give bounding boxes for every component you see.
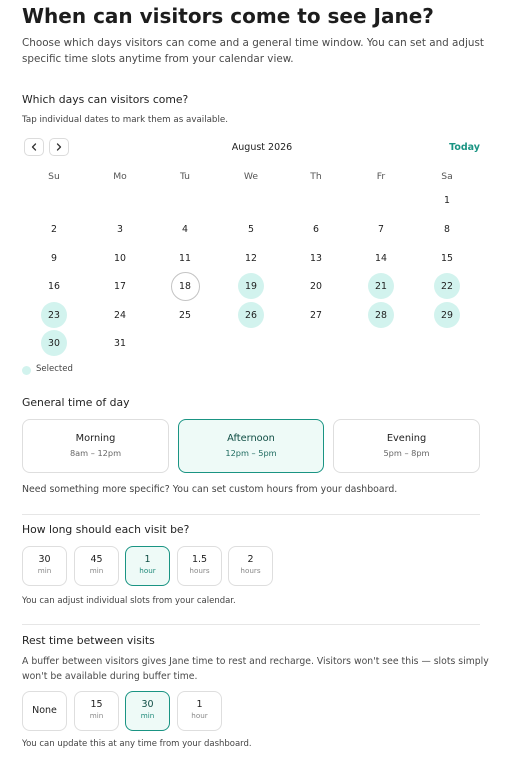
calendar-day[interactable]: 20: [310, 280, 322, 292]
calendar-day[interactable]: 14: [375, 252, 387, 264]
visit-length-2-hours[interactable]: [228, 546, 273, 586]
time-option-range: 12pm – 5pm: [225, 448, 277, 458]
section-divider: [22, 514, 480, 515]
chip-unit: hours: [189, 566, 210, 575]
selected-legend-label: Selected: [36, 364, 73, 374]
calendar-day[interactable]: 29: [434, 302, 460, 328]
chip-value: 45: [90, 554, 103, 565]
chip-value: 2: [247, 554, 254, 565]
calendar-day[interactable]: 27: [310, 309, 322, 321]
calendar-day[interactable]: 26: [238, 302, 264, 328]
weekday-header: Sa: [441, 171, 453, 182]
chip-value: 30: [141, 699, 154, 710]
weekday-header: We: [243, 171, 259, 182]
calendar-day[interactable]: 23: [41, 302, 67, 328]
time-option-label: Evening: [386, 433, 427, 444]
calendar-day[interactable]: 25: [179, 309, 191, 321]
calendar-day[interactable]: 13: [310, 252, 322, 264]
visit-length-1-5-hours[interactable]: [177, 546, 222, 586]
days-section-title: Which days can visitors come?: [22, 93, 189, 106]
chip-unit: min: [89, 711, 104, 720]
calendar-day[interactable]: 16: [48, 280, 60, 292]
weekday-header: Fr: [376, 171, 386, 182]
calendar-day[interactable]: 21: [368, 273, 394, 299]
chip-unit: hour: [139, 566, 156, 575]
rest-time-description: A buffer between visitors gives Jane time to rest and recharge. Visitors won't see this — slots simply won't be available during buffer time.: [22, 656, 489, 682]
calendar-day[interactable]: 15: [441, 252, 453, 264]
calendar-day[interactable]: 9: [51, 252, 57, 264]
rest-time-title: Rest time between visits: [22, 634, 155, 647]
calendar-day[interactable]: 28: [368, 302, 394, 328]
visit-length-30-min[interactable]: [22, 546, 67, 586]
days-section-hint: Tap individual dates to mark them as available.: [22, 115, 228, 125]
time-option-range: 8am – 12pm: [69, 448, 122, 458]
chip-value: 1.5: [191, 554, 208, 565]
calendar-day[interactable]: 1: [444, 194, 450, 206]
time-option-afternoon[interactable]: [178, 419, 324, 473]
page-intro: Choose which days visitors can come and a general time window. You can set and adjust specific time slots anytime from your calendar view.: [22, 37, 484, 65]
page-title: When can visitors come to see Jane?: [22, 4, 434, 28]
calendar-day[interactable]: 17: [114, 280, 126, 292]
calendar-day[interactable]: 30: [41, 330, 67, 356]
calendar-month-label: August 2026: [231, 142, 293, 153]
chip-value: 1: [196, 699, 203, 710]
rest-time-note: You can update this at any time from your dashboard.: [22, 739, 252, 749]
chip-value: None: [32, 705, 57, 716]
time-option-label: Morning: [75, 433, 116, 444]
chip-unit: min: [140, 711, 155, 720]
chip-value: 15: [90, 699, 103, 710]
chip-unit: hour: [191, 711, 208, 720]
calendar-day[interactable]: 18: [171, 272, 200, 301]
rest-time-30-min[interactable]: [125, 691, 170, 731]
rest-time-15-min[interactable]: [74, 691, 119, 731]
calendar-day[interactable]: 19: [238, 273, 264, 299]
time-option-morning[interactable]: [22, 419, 169, 473]
visit-length-45-min[interactable]: [74, 546, 119, 586]
visit-length-note: You can adjust individual slots from your calendar.: [22, 596, 236, 606]
time-of-day-note: Need something more specific? You can set custom hours from your dashboard.: [22, 484, 398, 495]
calendar-day[interactable]: 2: [51, 223, 57, 235]
visit-length-title: How long should each visit be?: [22, 523, 190, 536]
time-option-range: 5pm – 8pm: [383, 448, 430, 458]
chip-value: 1: [144, 554, 151, 565]
chip-value: 30: [38, 554, 51, 565]
calendar-day[interactable]: 24: [114, 309, 126, 321]
weekday-header: Th: [310, 171, 322, 182]
selected-legend-swatch: [22, 366, 31, 375]
calendar-day[interactable]: 5: [248, 223, 254, 235]
chip-unit: min: [37, 566, 52, 575]
rest-time-none[interactable]: [22, 691, 67, 731]
calendar-day[interactable]: 7: [378, 223, 384, 235]
calendar-day[interactable]: 10: [114, 252, 126, 264]
time-option-label: Afternoon: [227, 433, 275, 444]
calendar-day[interactable]: 22: [434, 273, 460, 299]
time-option-evening[interactable]: [333, 419, 480, 473]
calendar-day[interactable]: 4: [182, 223, 188, 235]
rest-time-1-hour[interactable]: [177, 691, 222, 731]
calendar-day[interactable]: 6: [313, 223, 319, 235]
calendar-day[interactable]: 12: [245, 252, 257, 264]
today-button[interactable]: Today: [449, 142, 480, 153]
calendar-day[interactable]: 3: [117, 223, 123, 235]
weekday-header: Tu: [179, 171, 191, 182]
time-of-day-title: General time of day: [22, 396, 130, 409]
calendar-day[interactable]: 31: [114, 337, 126, 349]
weekday-header: Mo: [113, 171, 127, 182]
chip-unit: hours: [240, 566, 261, 575]
chip-unit: min: [89, 566, 104, 575]
calendar-day[interactable]: 11: [179, 252, 191, 264]
visit-length-1-hour[interactable]: [125, 546, 170, 586]
calendar-day[interactable]: 8: [444, 223, 450, 235]
section-divider: [22, 624, 480, 625]
weekday-header: Su: [48, 171, 60, 182]
